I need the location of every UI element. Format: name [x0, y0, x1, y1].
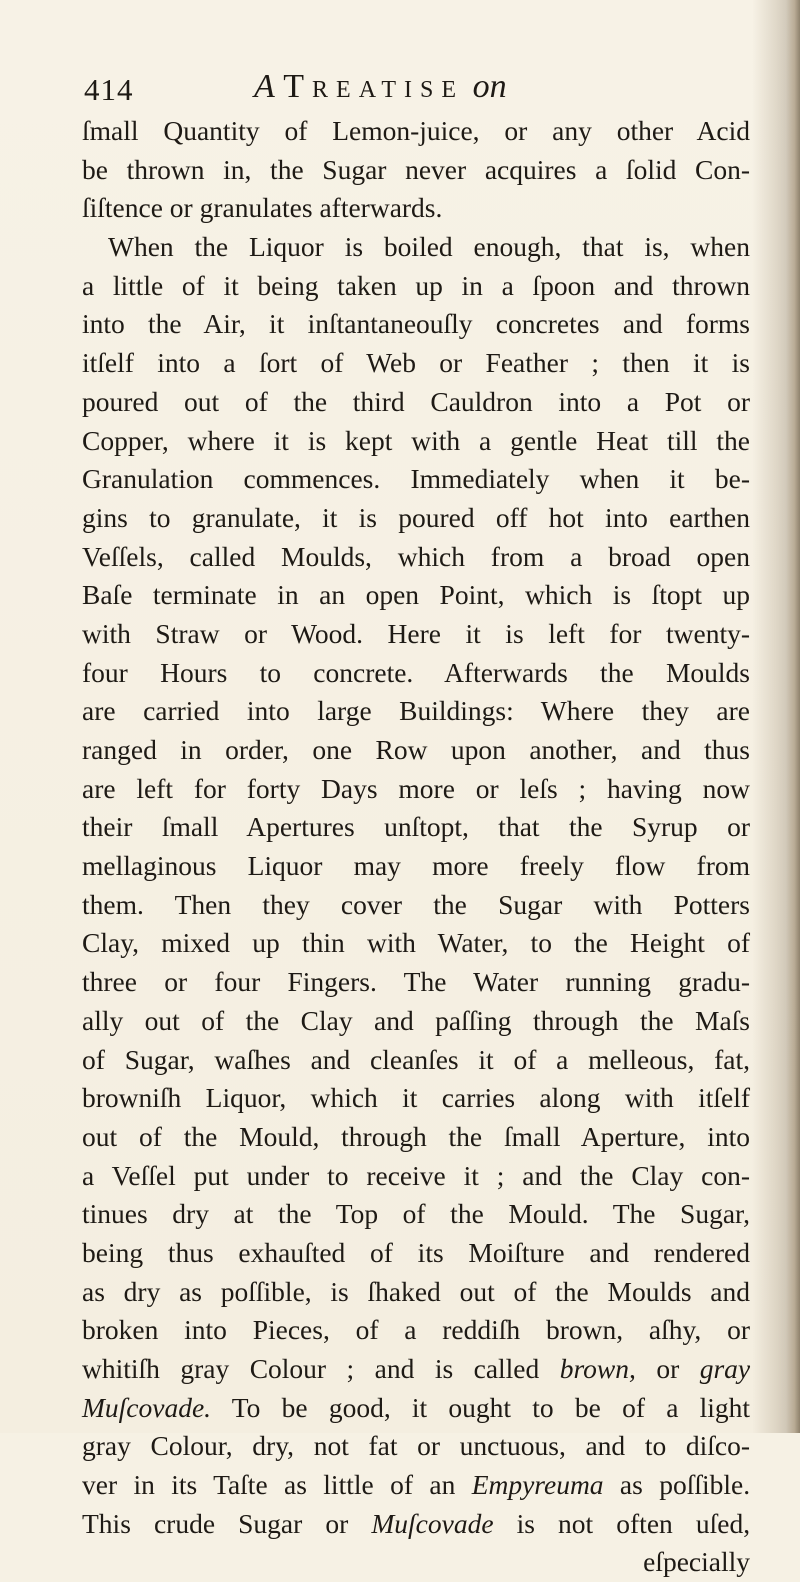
text-line: poured out of the third Cauldron into a Pot or — [82, 385, 750, 417]
text-line: When the Liquor is boiled enough, that is, when — [108, 231, 750, 263]
running-title-on: on — [472, 68, 507, 105]
text-line: are carried into large Buildings: Where they are — [82, 695, 750, 727]
text-line: browniſh Liquor, which it carries along with itſelf — [82, 1082, 750, 1114]
text-line: of Sugar, waſhes and cleanſes it of a melleous, fat, — [82, 1043, 750, 1075]
text-line: a little of it being taken up in a ſpoon and thrown — [82, 269, 750, 301]
text-line: being thus exhauſted of its Moiſture and rendered — [82, 1236, 750, 1268]
page-edge-shadow — [786, 0, 800, 1433]
text-line: out of the Mould, through the ſmall Aperture, into — [82, 1120, 750, 1152]
text-line: This crude Sugar or Muſcovade is not often uſed, — [82, 1507, 751, 1539]
text-line: Clay, mixed up thin with Water, to the Height of — [82, 927, 750, 959]
text-line: whitiſh gray Colour ; and is called brown, or gray — [82, 1353, 751, 1384]
running-title — [254, 68, 507, 106]
page-header — [84, 68, 744, 112]
text-line: them. Then they cover the Sugar with Potters — [82, 888, 750, 920]
text-line: ally out of the Clay and paſſing through the Maſs — [82, 1004, 750, 1036]
running-title-article: A — [254, 68, 275, 105]
text-line: Granulation commences. Immediately when it be- — [82, 463, 750, 495]
text-line: gray Colour, dry, not fat or unctuous, and to diſco- — [82, 1430, 750, 1462]
text-line: ſmall Quantity of Lemon-juice, or any other Acid — [82, 115, 750, 146]
text-line: three or four Fingers. The Water running gradu- — [82, 966, 750, 998]
catchword: eſpecially — [643, 1546, 750, 1578]
text-line: ver in its Taſte as little of an Empyreuma as poſſible. — [82, 1469, 751, 1501]
text-line: their ſmall Apertures unſtopt, that the Syrup or — [82, 811, 750, 843]
text-line: Veſſels, called Moulds, which from a broad open — [82, 540, 750, 572]
text-line: are left for forty Days more or leſs ; having now — [82, 772, 750, 804]
page-number: 414 — [84, 72, 134, 107]
text-line: mellaginous Liquor may more freely flow from — [82, 850, 750, 882]
text-line: into the Air, it inſtantaneouſly concretes and forms — [82, 308, 750, 340]
text-line: Copper, where it is kept with a gentle Heat till the — [82, 424, 750, 456]
text-line: as dry as poſſible, is ſhaked out of the Moulds and — [82, 1275, 750, 1307]
text-line: gins to granulate, it is poured off hot into earthen — [82, 501, 750, 533]
text-line: with Straw or Wood. Here it is left for twenty- — [82, 617, 750, 649]
text-line: be thrown in, the Sugar never acquires a ſolid Con- — [82, 153, 750, 185]
body-text — [82, 112, 750, 1582]
text-line: a Veſſel put under to receive it ; and the Clay con- — [82, 1159, 750, 1191]
text-line: ſiſtence or granulates afterwards. — [82, 192, 443, 224]
text-line: broken into Pieces, of a reddiſh brown, aſhy, or — [82, 1314, 750, 1346]
text-line: ranged in order, one Row upon another, and thus — [82, 734, 750, 765]
text-line: Baſe terminate in an open Point, which is ſtopt up — [82, 579, 750, 611]
text-line: tinues dry at the Top of the Mould. The Sugar, — [82, 1198, 750, 1230]
running-title-word: Treatise — [283, 68, 465, 105]
text-line: Muſcovade. To be good, it ought to be of a light — [82, 1391, 751, 1423]
text-line: itſelf into a ſort of Web or Feather ; then it is — [82, 347, 750, 379]
text-line: four Hours to concrete. Afterwards the Moulds — [82, 656, 750, 688]
